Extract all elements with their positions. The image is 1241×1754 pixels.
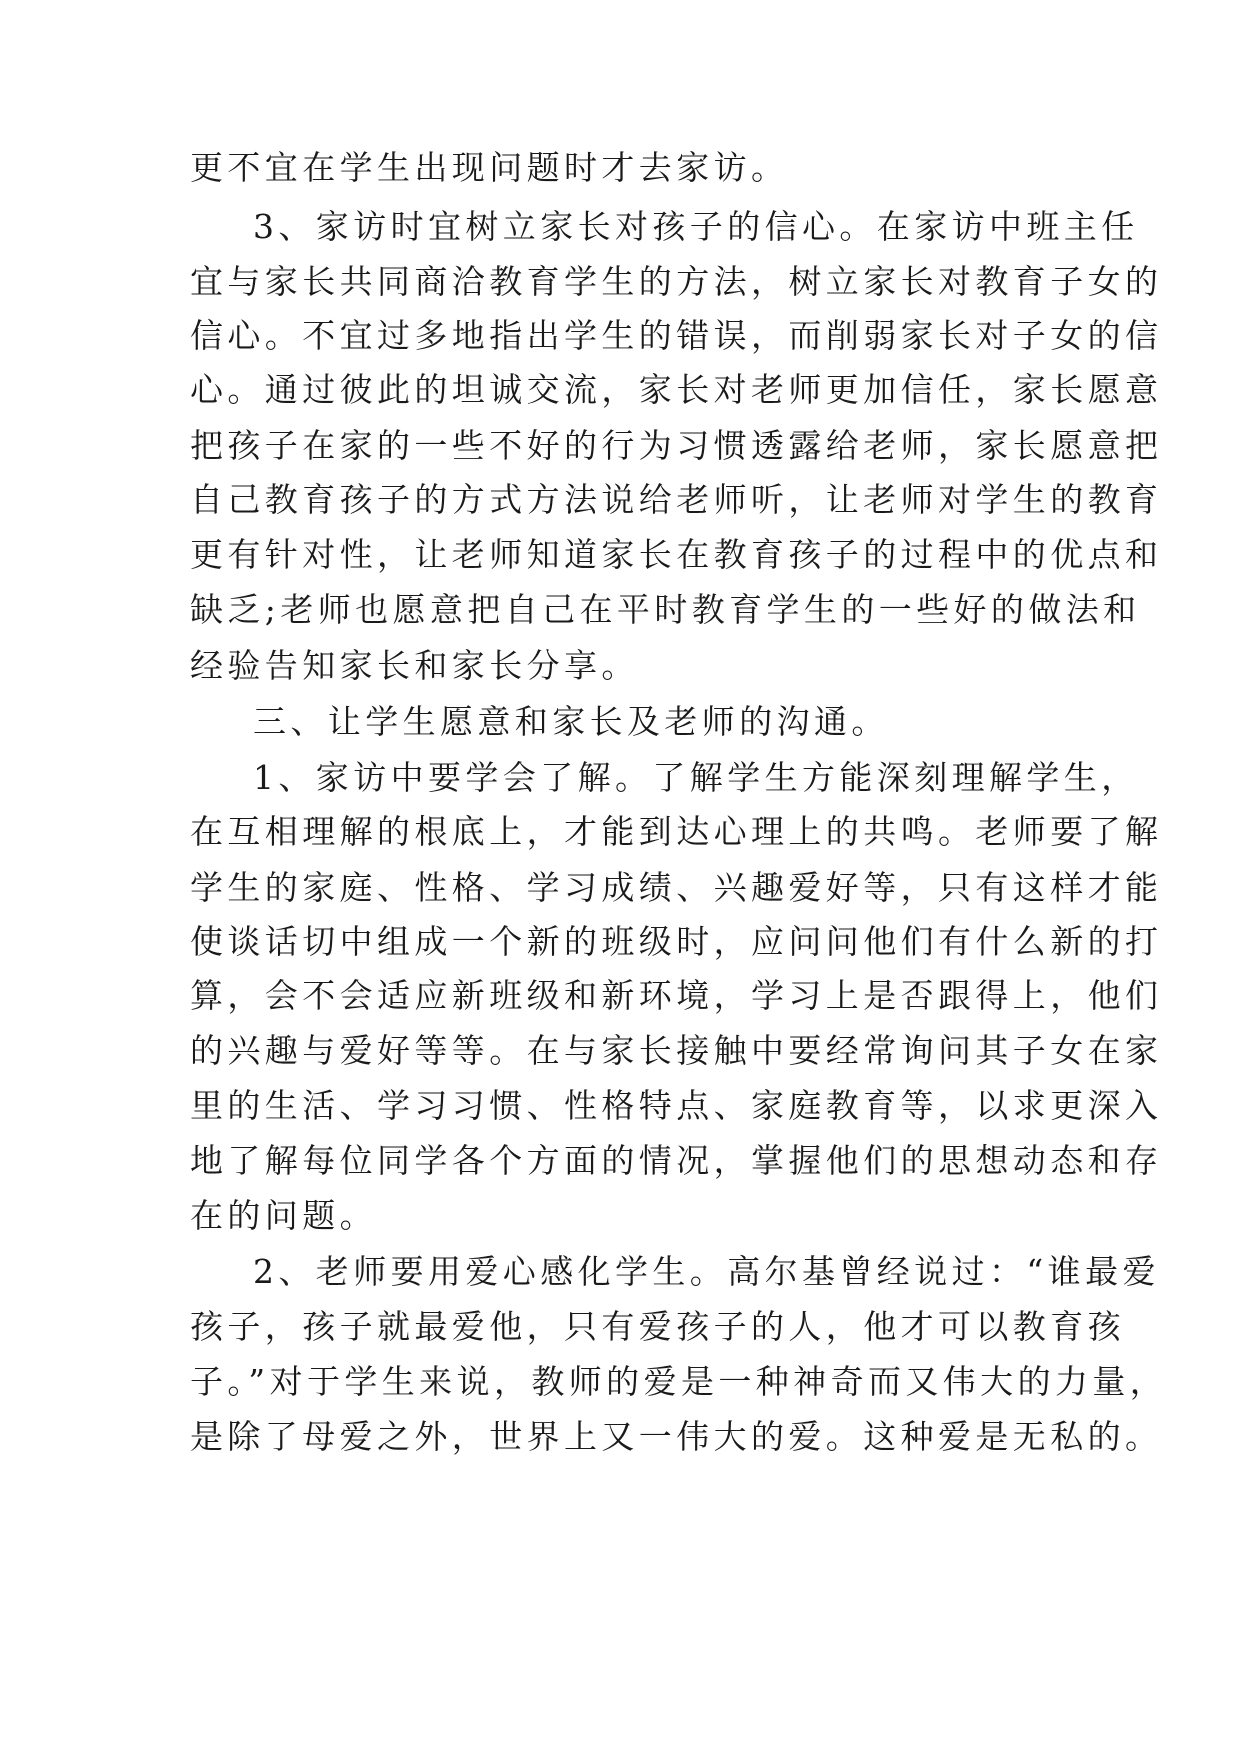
text-line: 使谈话切中组成一个新的班级时，应问问他们有什么新的打 [190,922,1163,961]
paragraph-start: 1、家访中要学会了解。了解学生方能深刻理解学生， [253,758,1139,797]
text-line: 更有针对性，让老师知道家长在教育孩子的过程中的优点和 [190,535,1163,574]
text-line: 缺乏;老师也愿意把自己在平时教育学生的一些好的做法和 [190,590,1141,629]
text-line: 在的问题。 [190,1196,377,1235]
text-line: 信心。不宜过多地指出学生的错误，而削弱家长对子女的信 [190,316,1163,355]
text-line: 里的生活、学习习惯、性格特点、家庭教育等，以求更深入 [190,1086,1163,1125]
paragraph-start: 2、老师要用爱心感化学生。高尔基曾经说过：“谁最爱 [253,1252,1160,1291]
section-heading: 三、让学生愿意和家长及老师的沟通。 [253,702,889,741]
text-line: 在互相理解的根底上，才能到达心理上的共鸣。老师要了解 [190,812,1163,851]
text-line: 地了解每位同学各个方面的情况，掌握他们的思想动态和存 [190,1141,1163,1180]
text-line: 自己教育孩子的方式方法说给老师听，让老师对学生的教育 [190,480,1163,519]
text-line: 把孩子在家的一些不好的行为习惯透露给老师，家长愿意把 [190,426,1163,465]
paragraph-start: 3、家访时宜树立家长对孩子的信心。在家访中班主任 [253,207,1139,246]
text-line: 经验告知家长和家长分享。 [190,646,639,685]
text-line: 的兴趣与爱好等等。在与家长接触中要经常询问其子女在家 [190,1031,1163,1070]
text-line: 学生的家庭、性格、学习成绩、兴趣爱好等，只有这样才能 [190,868,1163,907]
text-line: 心。通过彼此的坦诚交流，家长对老师更加信任，家长愿意 [190,370,1163,409]
text-line: 宜与家长共同商洽教育学生的方法，树立家长对教育子女的 [190,262,1163,301]
text-line: 是除了母爱之外，世界上又一伟大的爱。这种爱是无私的。 [190,1417,1163,1456]
text-line: 更不宜在学生出现问题时才去家访。 [190,148,789,187]
text-line: 算，会不会适应新班级和新环境，学习上是否跟得上，他们 [190,976,1163,1015]
text-line: 子。”对于学生来说，教师的爱是一种神奇而又伟大的力量， [190,1362,1168,1401]
text-line: 孩子，孩子就最爱他，只有爱孩子的人，他才可以教育孩 [190,1307,1125,1346]
